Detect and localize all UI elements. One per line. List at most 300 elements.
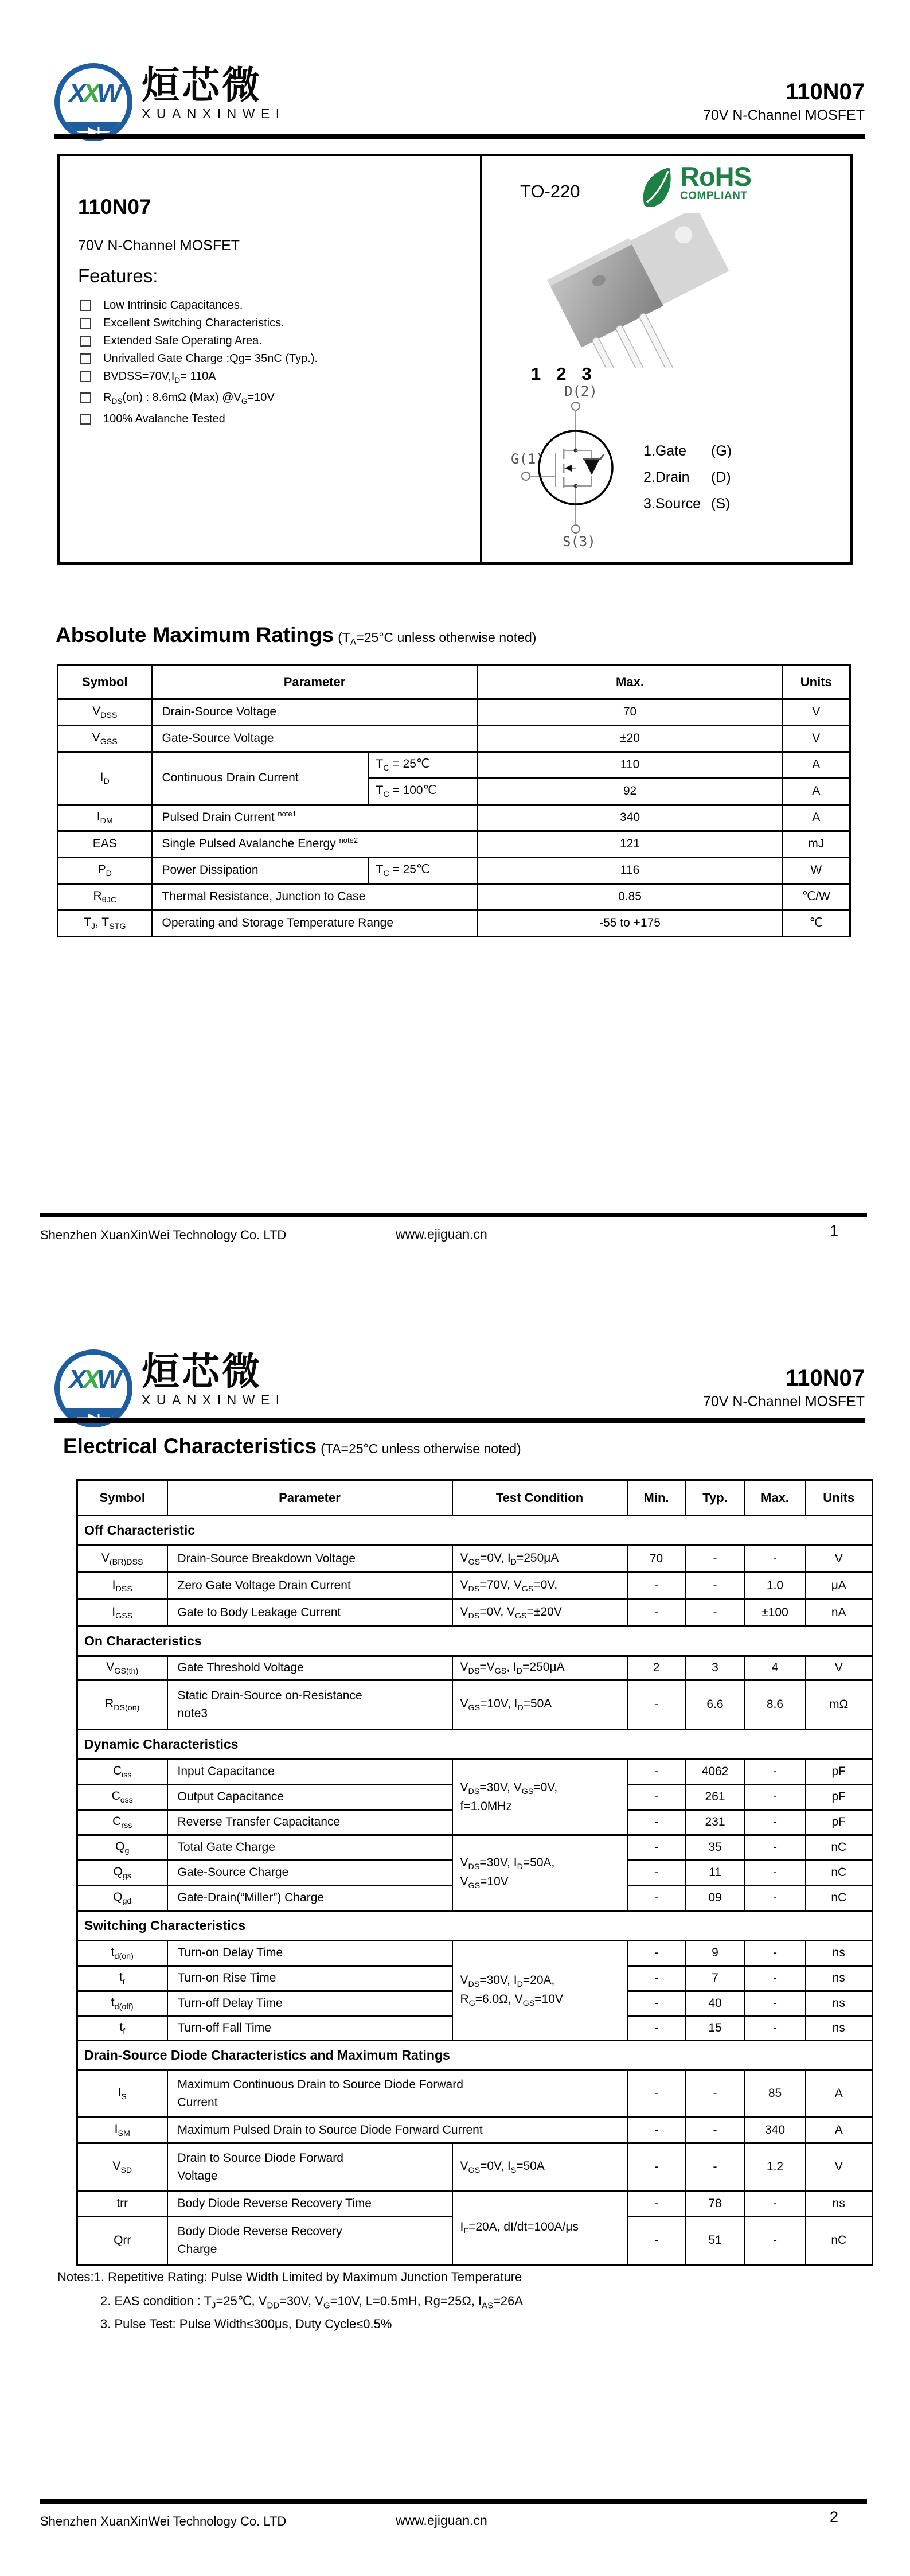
note-line: 3. Pulse Test: Pulse Width≤300μs, Duty Cycle≤0.5% [100,2317,392,2331]
cell-typ: 3 [686,1656,745,1680]
logo-letter: X [83,1364,97,1394]
cell-typ: 35 [686,1835,745,1861]
section-row [77,1911,873,1941]
cell-min: - [627,1810,686,1835]
cell-symbol: $t_r$ [77,1966,167,1991]
rohs-text [680,161,751,203]
table-row [58,884,850,910]
cell-max: - [745,2192,806,2217]
cell-parameter: Body Diode Reverse Recovery Charge [167,2217,452,2265]
cell-units: W [783,858,850,884]
cell-min: - [627,1760,686,1785]
cell-typ: - [686,1600,745,1626]
table-row [77,1680,873,1730]
col-units: Units [783,665,850,699]
cell-min: - [627,1991,686,2017]
cell-parameter: Drain-Source Voltage [152,699,478,726]
col-typ: Typ. [686,1480,745,1516]
cell-min: - [627,2118,686,2143]
cell-condition: $V_{DS}=0V$, $V_{GS}=\pm 20V$ [452,1600,627,1626]
cell-typ: - [686,1573,745,1600]
cell-parameter: Drain to Source Diode Forward Voltage [167,2143,452,2192]
logo-letter: X [83,78,97,108]
checkbox-icon [80,414,91,425]
logo-xxw-letters [60,77,127,108]
pin-legend [643,443,732,522]
cell-parameter: Maximum Pulsed Drain to Source Diode Forward Current [167,2118,627,2143]
feature-text: 100% Avalanche Tested [103,413,225,425]
cell-units: pF [806,1785,873,1810]
table-row [77,2118,873,2143]
cell-symbol: $t_{d(on)}$ [77,1941,167,1966]
table-row [58,805,850,831]
cell-units: mΩ [806,1680,873,1730]
cell-symbol: $Q_{gd}$ [77,1886,167,1911]
pin-number: 1 [531,364,541,384]
cell-units: ns [806,2192,873,2217]
cell-units: A [783,779,850,805]
part-number: 110N07 [786,1365,865,1391]
cell-symbol: $R_{DS(on)}$ [77,1680,167,1730]
feature-text: Extended Safe Operating Area. [103,334,262,347]
cell-parameter: Continuous Drain Current [152,752,368,805]
part-number: 110N07 [786,79,865,104]
cell-parameter: Reverse Transfer Capacitance [167,1810,452,1835]
cell-min: - [627,2143,686,2192]
cell-symbol: Qrr [77,2217,167,2265]
cell-max: - [745,1886,806,1911]
header-part-block [703,1365,865,1410]
cell-condition: $V_{DS}=V_{GS}$, $I_D=250\mu A$ [452,1656,627,1680]
cell-max: 70 [478,699,783,726]
footer-company: Shenzhen XuanXinWei Technology Co. LTD [40,2514,287,2528]
table-row [77,2143,873,2192]
cell-min: - [627,1966,686,1991]
cell-symbol: trr [77,2192,167,2217]
cell-units: A [806,2071,873,2118]
cell-max: ±100 [745,1600,806,1626]
section-dynamic-characteristics: Dynamic Characteristics [77,1730,873,1760]
col-max: Max. [745,1480,806,1516]
amr-title-text: Absolute Maximum Ratings [56,623,334,647]
cell-typ: 231 [686,1810,745,1835]
cell-typ: 6.6 [686,1680,745,1730]
cell-parameter: Gate to Body Leakage Current [167,1600,452,1626]
cell-typ: 9 [686,1941,745,1966]
cell-min: - [627,1886,686,1911]
cell-parameter: Drain-Source Breakdown Voltage [167,1546,452,1573]
table-row [77,2071,873,2118]
cell-symbol: $t_{d(off)}$ [77,1991,167,2017]
table-row [58,699,850,726]
cell-max: 116 [478,858,783,884]
cell-max: 4 [745,1656,806,1680]
cell-max: - [745,1760,806,1785]
cell-symbol: $C_{rss}$ [77,1810,167,1835]
cell-typ: 11 [686,1861,745,1886]
col-max: Max. [478,665,783,699]
cell-symbol: $V_{DSS}$ [58,699,152,726]
cell-condition: $V_{DS}=70V$, $V_{GS}=0V$, [452,1573,627,1600]
logo-letter: W [96,1364,119,1394]
package-name: TO-220 [520,181,580,201]
overview-box [57,154,853,565]
cell-min: 2 [627,1656,686,1680]
col-test-condition: Test Condition [452,1480,627,1516]
cell-units: mJ [783,831,850,858]
col-min: Min. [627,1480,686,1516]
brand-text [142,63,286,122]
cell-symbol: $Q_g$ [77,1835,167,1861]
cell-max: 1.2 [745,2143,806,2192]
logo-letter: X [68,78,83,108]
logo-circle-icon [54,63,132,141]
checkbox-icon [80,318,91,329]
table-row [58,726,850,752]
cell-units: nA [806,1600,873,1626]
package-pin-numbers [531,364,592,384]
logo-xxw-letters [60,1364,127,1395]
cell-symbol: $I_{GSS}$ [77,1600,167,1626]
cell-condition: $T_C$ = 25℃ [368,752,478,779]
section-row [77,1626,873,1656]
cell-parameter: Gate-Source Voltage [152,726,478,752]
cell-max: - [745,2017,806,2041]
feature-item [80,317,459,329]
brand-latin-name: XUANXINWEI [142,106,286,121]
cell-parameter: Gate-Drain(“Miller”) Charge [167,1886,452,1911]
checkbox-icon [80,336,91,347]
cell-parameter: Turn-on Rise Time [167,1966,452,1991]
features-title: Features: [78,265,158,286]
logo-letter: X [68,1364,83,1394]
box-divider [480,156,482,562]
cell-min: 70 [627,1546,686,1573]
cell-symbol: $V_{(BR)DSS}$ [77,1546,167,1573]
feature-text: $BVDSS=70V,I_D= 110A$ [103,370,216,384]
cell-max: - [745,1941,806,1966]
footer-company: Shenzhen XuanXinWei Technology Co. LTD [40,1228,287,1242]
col-symbol: Symbol [77,1480,167,1516]
cell-symbol: $R_{\theta JC}$ [58,884,152,910]
cell-symbol: $C_{iss}$ [77,1760,167,1785]
table-row [77,1656,873,1680]
table-row [77,1573,873,1600]
section-on-characteristics: On Characteristics [77,1626,873,1656]
cell-parameter: Turn-off Delay Time [167,1991,452,2017]
amr-title-note: ($T_A=25^\circ C$ unless otherwise noted) [338,630,537,648]
cell-symbol: $I_{DM}$ [58,805,152,831]
cell-typ: - [686,2071,745,2118]
cell-parameter: Maximum Continuous Drain to Source Diode Forward Current [167,2071,627,2118]
cell-units: nC [806,1886,873,1911]
cell-symbol: $Q_{gs}$ [77,1861,167,1886]
cell-min: - [627,2071,686,2118]
table-row [77,1600,873,1626]
cell-units: V [806,1546,873,1573]
cell-min: - [627,1861,686,1886]
cell-units: ns [806,1966,873,1991]
cell-max: 92 [478,779,783,805]
cell-parameter: Static Drain-Source on-Resistance note3 [167,1680,452,1730]
package-image [521,213,745,368]
checkbox-icon [80,371,91,382]
cell-max: 85 [745,2071,806,2118]
pin-legend-row [643,496,732,512]
col-parameter: Parameter [167,1480,452,1516]
overview-subtitle: 70V N-Channel MOSFET [78,238,240,254]
cell-units: ns [806,1941,873,1966]
cell-max: - [745,1835,806,1861]
cell-units: pF [806,1760,873,1785]
cell-symbol: $C_{oss}$ [77,1785,167,1810]
table-row [58,831,850,858]
cell-min: - [627,1600,686,1626]
cell-parameter: Single Pulsed Avalanche Energy $^{note2}$ [152,831,478,858]
amr-table [57,664,851,937]
cell-parameter: Gate Threshold Voltage [167,1656,452,1680]
cell-typ: 15 [686,2017,745,2041]
cell-condition: $V_{GS}=0V$, $I_D=250\mu A$ [452,1546,627,1573]
cell-symbol: EAS [58,831,152,858]
cell-symbol: $T_J$, $T_{STG}$ [58,910,152,937]
ec-title-text: Electrical Characteristics [63,1434,317,1458]
brand-chinese-name: 烜芯微 [142,1349,262,1394]
cell-max: - [745,1991,806,2017]
feature-text: Unrivalled Gate Charge :Qg= 35nC (Typ.). [103,352,318,365]
cell-parameter: Total Gate Charge [167,1835,452,1861]
cell-min: - [627,1835,686,1861]
footer-website: www.ejiguan.cn [396,2513,487,2528]
cell-units: ns [806,2017,873,2041]
cell-parameter: Turn-off Fall Time [167,2017,452,2041]
part-subtitle: 70V N-Channel MOSFET [702,1394,865,1410]
cell-typ: - [686,1546,745,1573]
cell-max: 121 [478,831,783,858]
cell-symbol: $V_{SD}$ [77,2143,167,2192]
cell-max: 1.0 [745,1573,806,1600]
note-line: 2. EAS condition : $T_J=25℃$, $V_{DD}=30V$, $V_G=10V$, L=0.5mH, Rg=25Ω, $I_{AS}=26A$ [100,2294,524,2311]
cell-parameter: Output Capacitance [167,1785,452,1810]
footer-website: www.ejiguan.cn [396,1227,487,1242]
col-symbol: Symbol [58,665,152,699]
cell-min: - [627,1573,686,1600]
footer-rule [40,1213,867,1217]
pin-symbol: (G) [711,443,732,459]
pin-symbol: (D) [711,469,731,485]
section-off-characteristic: Off Characteristic [77,1516,873,1546]
table-header-row [58,665,850,699]
pin-number: 3 [581,364,592,384]
cell-parameter: Input Capacitance [167,1760,452,1785]
part-subtitle: 70V N-Channel MOSFET [702,107,865,123]
cell-units: nC [806,2217,873,2265]
cell-symbol: $P_D$ [58,858,152,884]
ec-title [63,1434,521,1458]
feature-item [80,353,459,365]
cell-max: - [745,1785,806,1810]
logo-letter: W [96,78,119,108]
checkbox-icon [80,300,91,311]
table-row [77,1941,873,1966]
cell-typ: 4062 [686,1760,745,1785]
cell-units: pF [806,1810,873,1835]
note-line: Notes:1. Repetitive Rating: Pulse Width Limited by Maximum Junction Temperature [57,2270,522,2284]
company-logo [54,1349,286,1427]
cell-units: μA [806,1573,873,1600]
feature-item [80,392,459,407]
source-label: S(3) [563,534,596,550]
cell-units: nC [806,1861,873,1886]
pin-number: 2 [556,364,567,384]
cell-typ: - [686,2118,745,2143]
cell-symbol: $V_{GS(th)}$ [77,1656,167,1680]
feature-item [80,335,459,347]
cell-min: - [627,2217,686,2265]
section-row [77,2041,873,2071]
gate-label: G(1) [511,451,544,467]
ec-title-note: (TA=25°C unless otherwise noted) [321,1441,521,1456]
cell-parameter: Pulsed Drain Current $^{note1}$ [152,805,478,831]
features-list [80,299,459,431]
leaf-icon [639,165,675,211]
feature-item [80,299,459,312]
cell-symbol: $t_f$ [77,2017,167,2041]
table-row [77,1546,873,1573]
table-row [77,1760,873,1785]
cell-typ: 40 [686,1991,745,2017]
pin-name: 1.Gate [643,443,687,459]
cell-parameter: Turn-on Delay Time [167,1941,452,1966]
section-switching-characteristics: Switching Characteristics [77,1911,873,1941]
cell-units: A [783,805,850,831]
cell-max: 8.6 [745,1680,806,1730]
brand-latin-name: XUANXINWEI [142,1392,286,1407]
cell-parameter: Thermal Resistance, Junction to Case [152,884,478,910]
cell-min: - [627,1680,686,1730]
feature-text: Excellent Switching Characteristics. [103,317,284,329]
cell-units: V [806,1656,873,1680]
cell-condition: $V_{DS}=30V$, $I_D=20A$, $R_G=6.0\Omega$, $V_{GS}=10V$ [452,1941,627,2041]
mosfet-symbol [510,384,653,551]
feature-item [80,371,459,386]
cell-parameter: Body Diode Reverse Recovery Time [167,2192,452,2217]
page-number: 1 [830,1222,839,1239]
cell-condition: $V_{GS}=10V$, $I_D=50A$ [452,1680,627,1730]
rohs-compliant-label: COMPLIANT [680,190,748,203]
amr-title [56,623,536,648]
cell-parameter: Power Dissipation [152,858,368,884]
cell-max: - [745,1810,806,1835]
header-part-block [703,79,865,124]
cell-units: V [783,726,850,752]
cell-typ: 09 [686,1886,745,1911]
brand-chinese-name: 烜芯微 [142,63,262,107]
cell-condition: $T_C$ = 100℃ [368,779,478,805]
cell-typ: 261 [686,1785,745,1810]
table-row [58,910,850,937]
footer-rule [40,2499,867,2504]
cell-units: ℃/W [783,884,850,910]
cell-units: A [806,2118,873,2143]
cell-max: 340 [745,2118,806,2143]
cell-symbol: $V_{GSS}$ [58,726,152,752]
cell-typ: 7 [686,1966,745,1991]
overview-part-number: 110N07 [78,195,151,219]
cell-units: A [783,752,850,779]
cell-max: 340 [478,805,783,831]
cell-symbol: $I_{SM}$ [77,2118,167,2143]
cell-max: 0.85 [478,884,783,910]
cell-units: nC [806,1835,873,1861]
ec-table [76,1479,873,2266]
checkbox-icon [80,392,91,403]
feature-item [80,413,459,425]
cell-condition: $I_F=20A$, dI/dt=100A/μs [452,2192,627,2265]
page-number: 2 [830,2508,839,2526]
section-row [77,1730,873,1760]
cell-parameter: Zero Gate Voltage Drain Current [167,1573,452,1600]
cell-condition: $T_C$ = 25℃ [368,858,478,884]
cell-min: - [627,2192,686,2217]
checkbox-icon [80,353,91,364]
cell-max: - [745,2217,806,2265]
header-rule [54,1418,865,1423]
cell-condition: $V_{DS}=30V$, $I_D=50A$, $V_{GS}=10V$ [452,1835,627,1911]
cell-symbol: $I_{DSS}$ [77,1573,167,1600]
rohs-label: RoHS [680,161,751,192]
pin-name: 2.Drain [643,469,690,485]
package-leg [639,313,685,368]
pin-legend-row [643,443,732,460]
cell-min: - [627,1941,686,1966]
cell-max: - [745,1861,806,1886]
logo-circle-icon [54,1349,132,1427]
table-row [77,1835,873,1861]
pin-name: 3.Source [643,496,701,512]
drain-label: D(2) [564,384,597,399]
cell-typ: 78 [686,2192,745,2217]
section-row [77,1516,873,1546]
cell-typ: 51 [686,2217,745,2265]
table-row [58,752,850,779]
feature-text: $R_{DS}(on)$ : 8.6mΩ (Max) $@V_G=10V$ [103,391,275,406]
cell-units: ℃ [783,910,850,937]
cell-max: - [745,1546,806,1573]
cell-parameter: Operating and Storage Temperature Range [152,910,478,937]
rohs-logo [639,161,751,211]
cell-units: V [783,699,850,726]
cell-max: ±20 [478,726,783,752]
section-diode-characteristics: Drain-Source Diode Characteristics and Maximum Ratings [77,2041,873,2071]
cell-max: 110 [478,752,783,779]
brand-text [142,1349,286,1408]
cell-symbol: $I_D$ [58,752,152,805]
feature-text: Low Intrinsic Capacitances. [103,299,243,312]
table-row [58,858,850,884]
cell-symbol: $I_S$ [77,2071,167,2118]
cell-min: - [627,2017,686,2041]
col-parameter: Parameter [152,665,478,699]
cell-condition: $V_{DS}=30V$, $V_{GS}=0V$, f=1.0MHz [452,1760,627,1835]
cell-min: - [627,1785,686,1810]
cell-units: V [806,2143,873,2192]
table-header-row [77,1480,873,1516]
pin-legend-row [643,469,732,486]
table-row [77,2192,873,2217]
cell-typ: - [686,2143,745,2192]
header-rule [54,134,865,139]
